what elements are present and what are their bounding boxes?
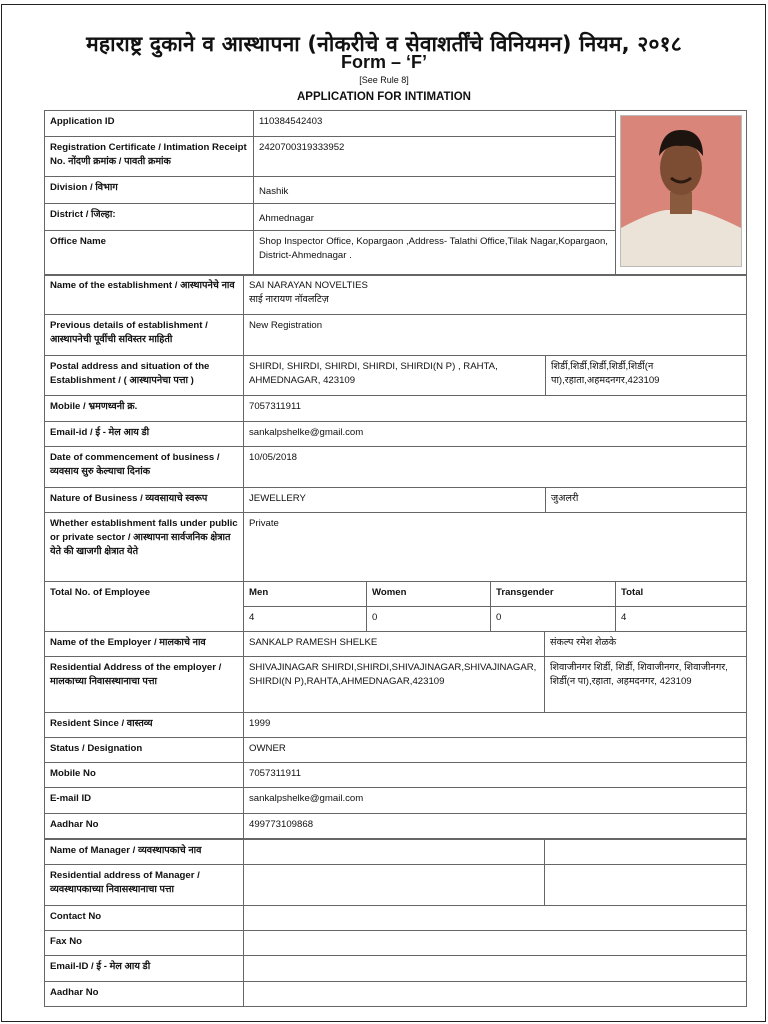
manager-address-value (244, 865, 545, 906)
previous-details-label: Previous details of establishment / आस्थापनेची पूर्वीची सविस्तर माहिती (45, 315, 244, 356)
employer-address-marathi: शिवाजीनगर शिर्डी, शिर्डी, शिवाजीनगर, शिवाजीनगर, शिर्डी(न पा),रहाता, अहमदनगर, 423109 (545, 657, 747, 713)
manager-contact-label: Contact No (45, 906, 244, 931)
manager-address-marathi (545, 865, 747, 906)
nature-label: Nature of Business / व्यवसायाचे स्वरूप (45, 488, 244, 513)
postal-address-label: Postal address and situation of the Establishment / ( आस्थापनेचा पत्ता ) (45, 356, 244, 396)
employer-aadhar-value: 499773109868 (244, 814, 747, 839)
applicant-photo-image (621, 116, 741, 266)
office-name-label: Office Name (45, 230, 254, 275)
email-value: sankalpshelke@gmail.com (244, 422, 747, 447)
manager-fax-value (244, 931, 747, 956)
status-value: OWNER (244, 738, 747, 763)
photo-cell (616, 111, 747, 276)
division-value: Nashik (254, 177, 616, 204)
manager-address-label: Residential address of Manager / व्यवस्थापकाच्या निवासस्थानाचा पत्ता (45, 865, 244, 906)
division-label: Division / विभाग (45, 177, 254, 204)
employer-email-label: E-mail ID (45, 788, 244, 814)
employee-value-women: 0 (367, 607, 491, 632)
rule-reference: [See Rule 8] (359, 75, 409, 85)
manager-name-value (244, 840, 545, 865)
establishment-name-cell (244, 275, 747, 315)
manager-email-value (244, 956, 747, 982)
employee-value-total: 4 (616, 607, 747, 632)
employer-address-label: Residential Address of the employer / मालकाच्या निवासस्थानाचा पत्ता (45, 657, 244, 713)
employer-name-label: Name of the Employer / मालकाचे नाव (45, 632, 244, 657)
manager-aadhar-value (244, 982, 747, 1007)
registration-no-label: Registration Certificate / Intimation Receipt No. नोंदणी क्रमांक / पावती क्रमांक (45, 137, 254, 177)
mobile-label: Mobile / भ्रमणध्वनी क्र. (45, 396, 244, 422)
form-title: Form – ‘F’ (340, 52, 427, 72)
manager-name-label: Name of Manager / व्यवस्थापकाचे नाव (45, 840, 244, 865)
establishment-name-value: SAI NARAYAN NOVELTIES (249, 280, 368, 291)
postal-address-marathi: शिर्डी,शिर्डी,शिर्डी,शिर्डी,शिर्डी(न पा),रहाता,अहमदनगर,423109 (546, 356, 747, 396)
employee-count-label: Total No. of Employee (45, 582, 244, 632)
establishment-name-label: Name of the establishment / आस्थापनेचे नाव (45, 275, 244, 315)
status-label: Status / Designation (45, 738, 244, 763)
employer-name-value: SANKALP RAMESH SHELKE (244, 632, 545, 657)
employee-header-total: Total (616, 582, 747, 607)
nature-marathi: जुअलरी (546, 488, 747, 513)
commencement-label: Date of commencement of business / व्यवसाय सुरु केल्याचा दिनांक (45, 447, 244, 488)
application-id-label: Application ID (45, 111, 254, 137)
applicant-photo (620, 115, 742, 267)
previous-details-value: New Registration (244, 315, 747, 356)
employee-value-men: 4 (244, 607, 367, 632)
employer-name-marathi: संकल्प रमेश शेळके (545, 632, 747, 657)
resident-since-label: Resident Since / वास्तव्य (45, 713, 244, 738)
employer-mobile-value: 7057311911 (244, 763, 747, 788)
employer-mobile-label: Mobile No (45, 763, 244, 788)
employee-header-transgender: Transgender (491, 582, 616, 607)
manager-aadhar-label: Aadhar No (45, 982, 244, 1007)
employer-email-value: sankalpshelke@gmail.com (244, 788, 747, 814)
manager-fax-label: Fax No (45, 931, 244, 956)
manager-table (44, 839, 747, 1007)
employee-value-transgender: 0 (491, 607, 616, 632)
sector-label: Whether establishment falls under public or private sector / आस्थापना सार्वजनिक क्षेत्रात येते की खाजगी क्षेत्रात येते (45, 513, 244, 582)
employer-aadhar-label: Aadhar No (45, 814, 244, 839)
establishment-name-marathi: साई नारायण नॉवलटिज़ (249, 293, 329, 305)
nature-value: JEWELLERY (244, 488, 546, 513)
employee-header-men: Men (244, 582, 367, 607)
manager-contact-value (244, 906, 747, 931)
email-label: Email-id / ई - मेल आय डी (45, 422, 244, 447)
employer-table (44, 631, 747, 839)
application-id-value: 110384542403 (254, 111, 616, 137)
resident-since-value: 1999 (244, 713, 747, 738)
mobile-value: 7057311911 (244, 396, 747, 422)
employer-address-value: SHIVAJINAGAR SHIRDI,SHIRDI,SHIVAJINAGAR,SHIVAJINAGAR,SHIRDI(N P),RAHTA,AHMEDNAGAR,423109 (244, 657, 545, 713)
manager-email-label: Email-ID / ई - मेल आय डी (45, 956, 244, 982)
sector-value: Private (244, 513, 747, 582)
employee-header-women: Women (367, 582, 491, 607)
application-title: APPLICATION FOR INTIMATION (297, 91, 471, 103)
manager-name-marathi (545, 840, 747, 865)
postal-address-value: SHIRDI, SHIRDI, SHIRDI, SHIRDI, SHIRDI(N P) , RAHTA, AHMEDNAGAR, 423109 (244, 356, 546, 396)
registration-no-value: 2420700319333952 (254, 137, 616, 177)
top-section-table (44, 110, 747, 276)
office-name-value: Shop Inspector Office, Kopargaon ,Address- Talathi Office,Tilak Nagar,Kopargaon, District-Ahmednagar . (254, 230, 616, 275)
district-value: Ahmednagar (254, 203, 616, 230)
establishment-table (44, 274, 747, 632)
commencement-value: 10/05/2018 (244, 447, 747, 488)
district-label: District / जिल्हा: (45, 203, 254, 230)
marathi-title: महाराष्ट्र दुकाने व आस्थापना (नोकरीचे व सेवाशर्तींचे विनियमन) नियम, २०१८ (86, 32, 682, 56)
